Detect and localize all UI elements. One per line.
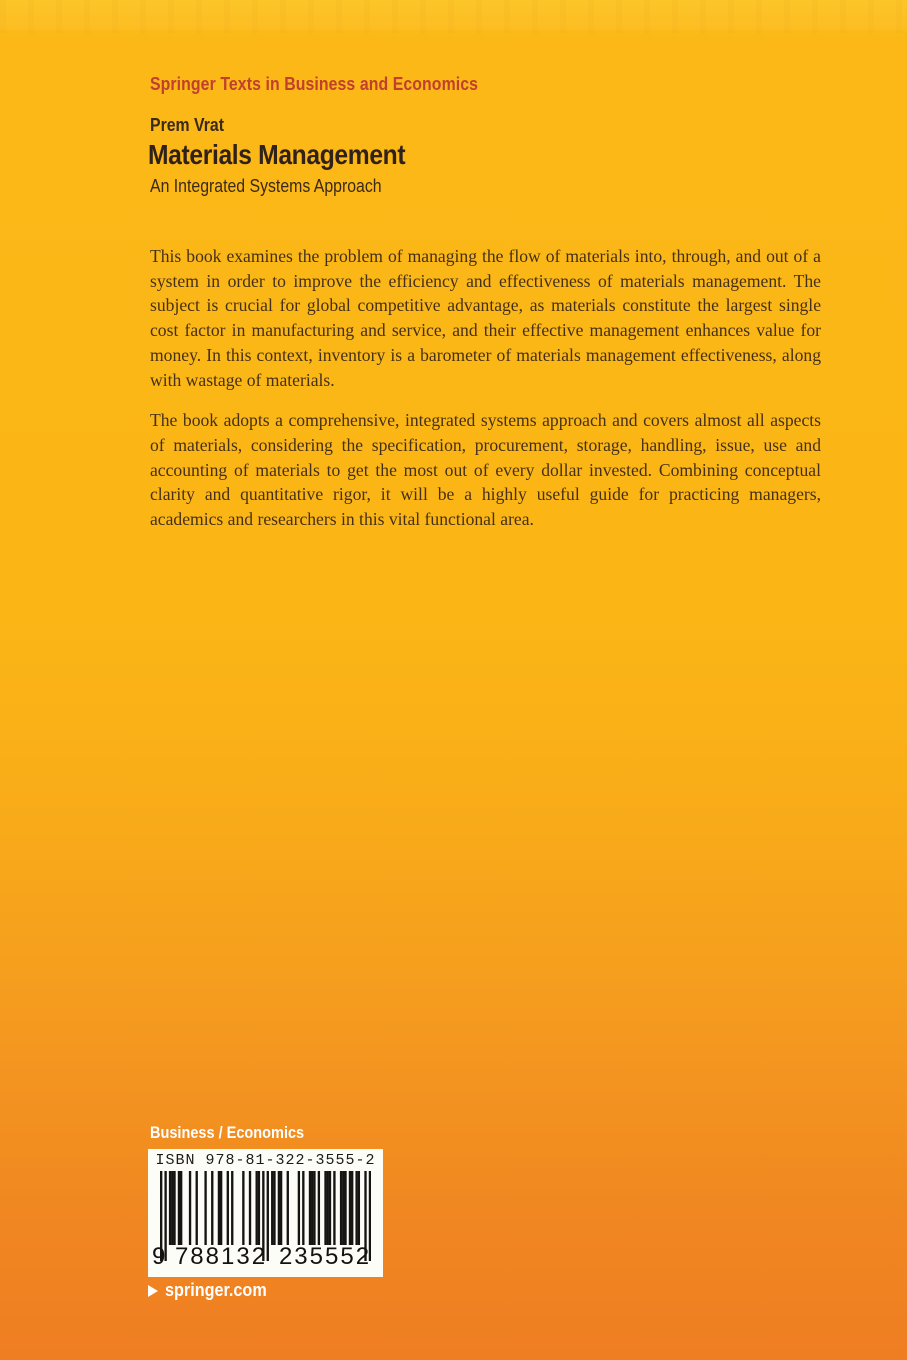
book-subtitle: An Integrated Systems Approach — [150, 176, 382, 196]
barcode-digit-group: 788132 — [174, 1243, 268, 1270]
isbn-label: ISBN 978-81-322-3555-2 — [155, 1152, 376, 1169]
synopsis-paragraph: The book adopts a comprehensive, integrated systems approach and covers almost all aspects of materials, considering the specification, procurement, storage, handling, issue, use and accounting of materials to get the most out of every dollar invested. Combining conceptual clarity and quantitative rigor, it will be a highly useful guide for practicing managers, academics and researchers in this vital functional area. — [150, 410, 821, 530]
category-label: Business / Economics — [150, 1124, 305, 1142]
author-name: Prem Vrat — [150, 115, 224, 135]
series-title: Springer Texts in Business and Economics — [150, 74, 479, 94]
texture-band — [0, 0, 907, 30]
barcode-digit-group: 235552 — [278, 1243, 372, 1270]
springer-arrow-icon — [148, 1285, 158, 1297]
springer-logo — [148, 1280, 278, 1301]
synopsis-paragraph: This book examines the problem of managing the flow of materials into, through, and out of a system in order to improve the efficiency and effectiveness of materials management. The subject is crucial for global competitive advantage, as materials constitute the largest single cost factor in manufacturing and service, and their effective management enhances value for money. In this context, inventory is a barometer of materials management effectiveness, along with wastage of materials. — [150, 246, 821, 390]
synopsis — [150, 244, 821, 532]
barcode-digit-group: 9 — [152, 1243, 166, 1270]
springer-website: springer.com — [165, 1280, 267, 1300]
barcode-box — [148, 1149, 383, 1277]
book-title: Materials Management — [148, 139, 406, 170]
barcode-digits — [148, 1243, 383, 1273]
